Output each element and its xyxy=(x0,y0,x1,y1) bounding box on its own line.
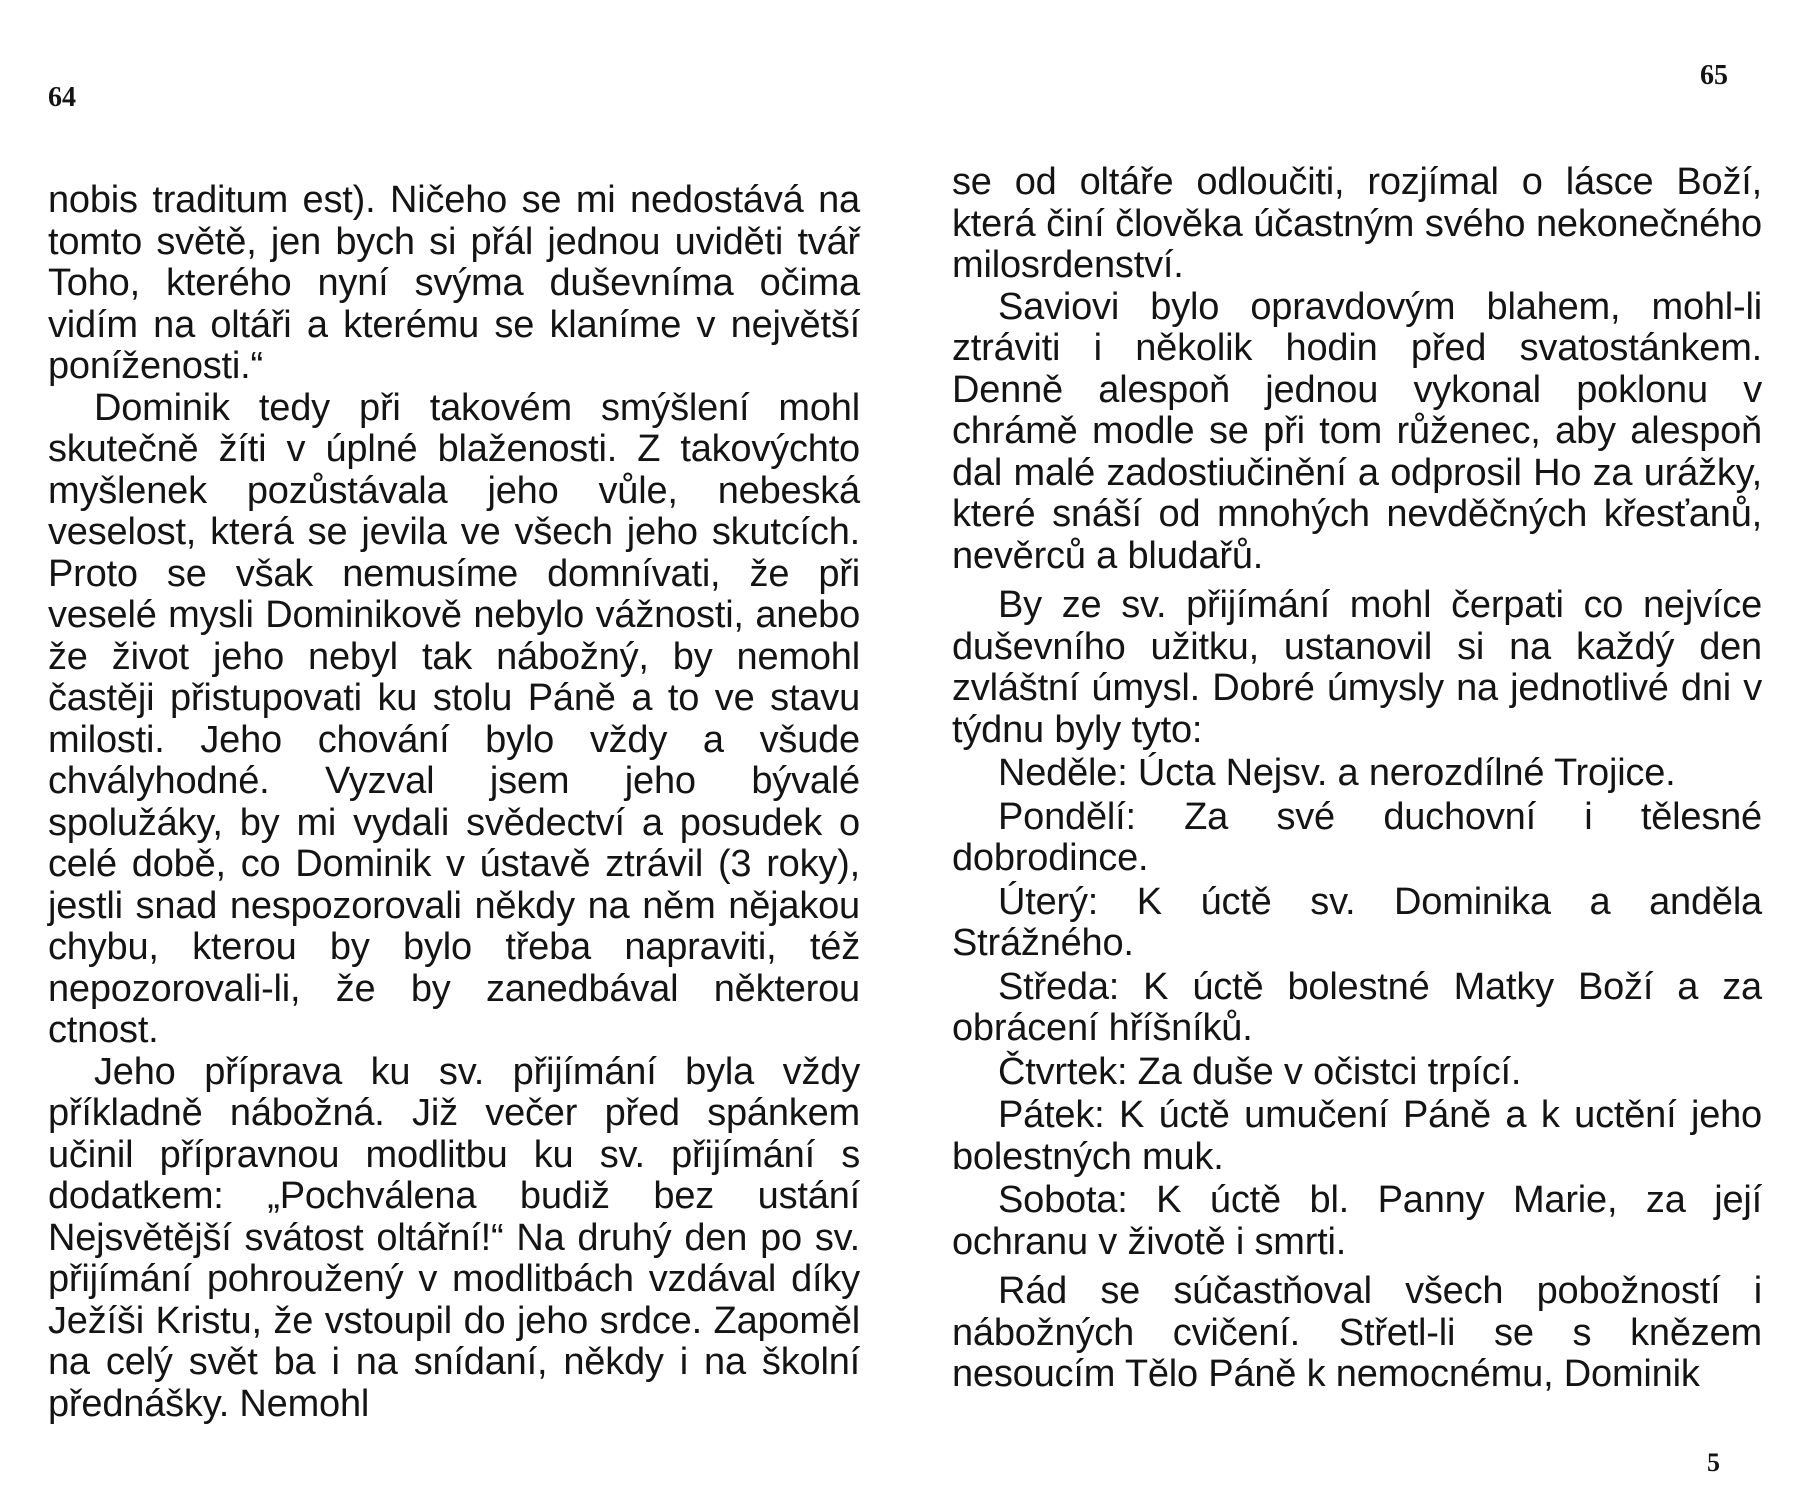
paragraph: Saviovi bylo opravdovým blahem, mohl-li ztráviti i několik hodin před svatostánkem. Denně alespoň jednou vykonal poklonu v chrámě modle se při tom růženec, aby alespoň dal malé zadostiučinění a odprosil Ho za urážky, které snáší od mnohých nevděčných křesťanů, nevěrců a bludařů. xyxy=(952,285,1762,577)
paragraph: Jeho příprava ku sv. přijímání byla vždy příkladně nábožná. Již večer před spánkem učinil přípravnou modlitbu ku sv. přijímání s dodatkem: „Pochválena budiž bez ustání Nejsvětější svátost oltářní!“ Na druhý den po sv. přijímání pohroužený v modlitbách vzdával díky Ježíši Kristu, že vstoupil do jeho srdce. Zapoměl na celý svět ba i na snídaní, někdy i na školní přednášky. Nemohl xyxy=(48,1050,860,1425)
day-intention-saturday: Sobota: K úctě bl. Panny Marie, za její ochranu v životě i smrti. xyxy=(952,1179,1762,1263)
paragraph: se od oltáře odloučiti, rozjímal o lásce Boží, která činí člověka účastným svého nekonečného milosrdenství. xyxy=(952,161,1762,286)
day-intention-monday: Pondělí: Za své duchovní i tělesné dobrodince. xyxy=(952,795,1762,879)
day-intention-sunday: Neděle: Úcta Nejsv. a nerozdílné Trojice. xyxy=(998,752,1676,794)
right-page xyxy=(930,0,1802,1500)
paragraph: Rád se súčastňoval všech pobožností i nábožných cvičení. Střetl-li se s knězem nesoucím Tělo Páně k nemocnému, Dominik xyxy=(952,1270,1762,1395)
day-intention-thursday: Čtvrtek: Za duše v očistci trpící. xyxy=(998,1050,1522,1093)
page-number-right: 65 xyxy=(1700,60,1728,91)
day-intention-friday: Pátek: K úctě umučení Páně a k uctění jeho bolestných muk. xyxy=(952,1094,1762,1178)
page-number-left: 64 xyxy=(48,82,76,113)
left-text-column xyxy=(48,180,860,1425)
paragraph: By ze sv. přijímání mohl čerpati co nejvíce duševního užitku, ustanovil si na každý den zvláštní úmysl. Dobré úmysly na jednotlivé dni v týdnu byly tyto: xyxy=(952,584,1762,751)
day-intention-tuesday: Úterý: K úctě sv. Dominika a anděla Strážného. xyxy=(952,880,1762,964)
day-intention-wednesday: Středa: K úctě bolestné Matky Boží a za obrácení hříšníků. xyxy=(952,965,1762,1049)
paragraph: Dominik tedy při takovém smýšlení mohl skutečně žíti v úplné blaženosti. Z takovýchto myšlenek pozůstávala jeho vůle, nebeská veselost, která se jevila ve všech jeho skutcích. Proto se však nemusíme domnívati, že při veselé mysli Dominikově nebylo vážnosti, anebo že život jeho nebyl tak nábožný, by nemohl častěji přistupovati ku stolu Páně a to ve stavu milosti. Jeho chování bylo vždy a všude chvályhodné. Vyzval jsem jeho bývalé spolužáky, by mi vydali svědectví a posudek o celé době, co Dominik v ústavě ztrávil (3 roky), jestli snad nespozorovali někdy na něm nějakou chybu, kterou by bylo třeba napraviti, též nepozorovali-li, že by zanedbával některou ctnost. xyxy=(48,386,860,1051)
right-text-column xyxy=(952,162,1762,1396)
left-page xyxy=(0,0,890,1500)
signature-mark: 5 xyxy=(1707,1448,1720,1477)
paragraph: nobis traditum est). Ničeho se mi nedostává na tomto světě, jen bych si přál jednou uviděti tvář Toho, kterého nyní svýma duševníma očima vidím na oltáři a kterému se klaníme v největší poníženosti.“ xyxy=(48,179,860,387)
